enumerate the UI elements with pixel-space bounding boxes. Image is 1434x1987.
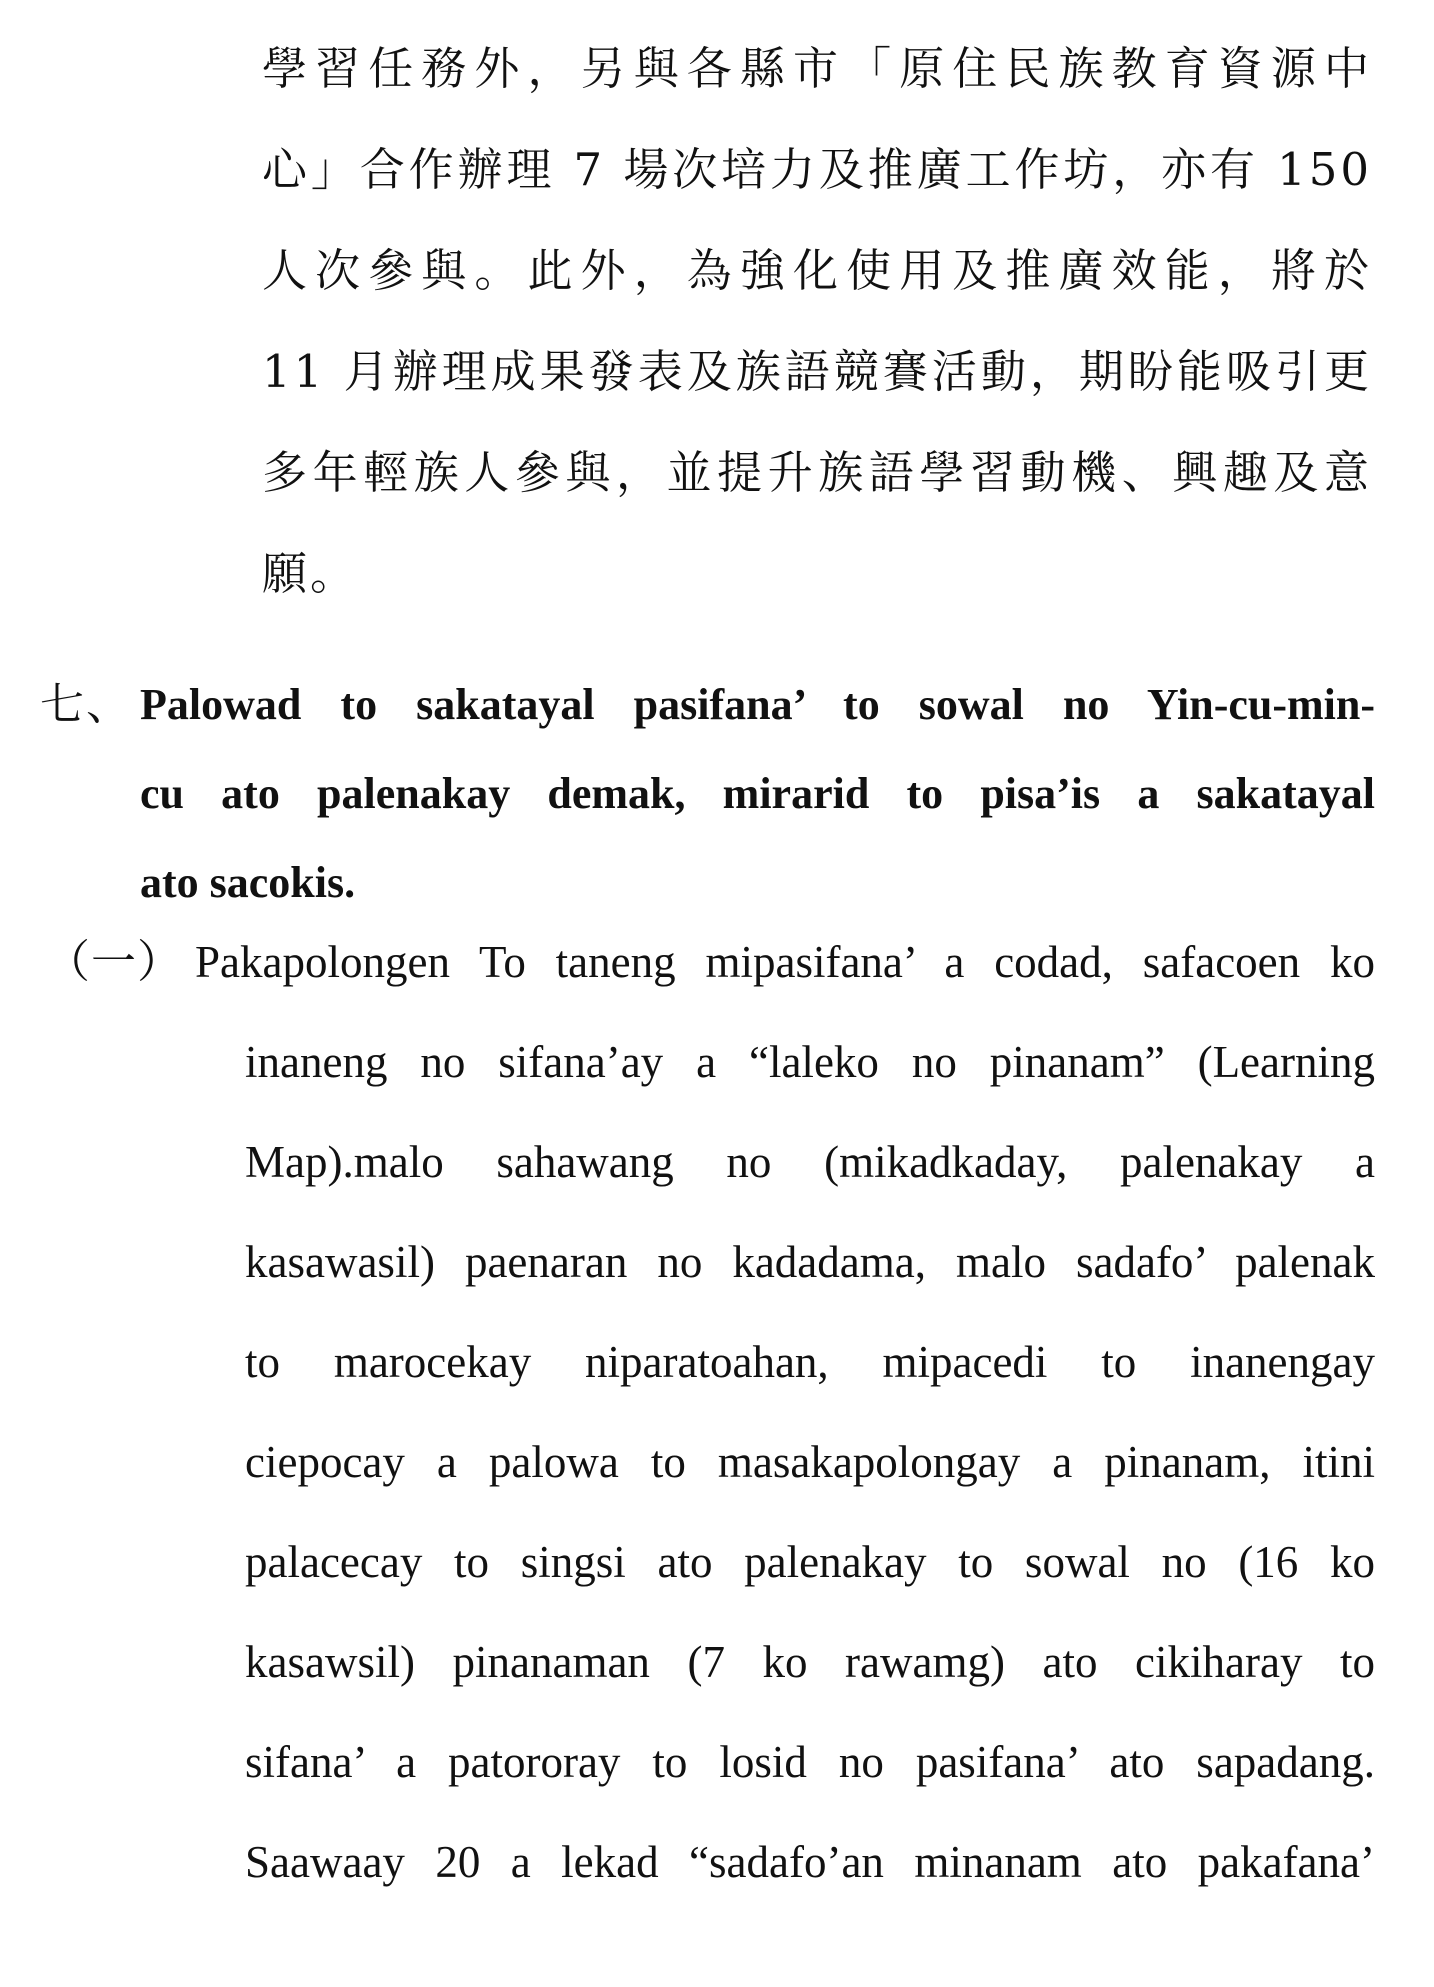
paragraph-line: 多年輕族人參與，並提升族語學習動機、興趣及意 xyxy=(262,446,1372,499)
sub-item-line: Map).malo sahawang no (mikadkaday, palenakay a xyxy=(245,1137,1375,1187)
paragraph-line: 人次參與。此外，為強化使用及推廣效能，將於 xyxy=(262,244,1372,297)
paragraph-line: 學習任務外，另與各縣市「原住民族教育資源中 xyxy=(262,42,1372,95)
paragraph-line: 願。 xyxy=(262,547,359,600)
sub-item-line: to marocekay niparatoahan, mipacedi to inanengay xyxy=(245,1337,1375,1387)
heading-line: ato sacokis. xyxy=(140,858,356,907)
sub-item-line: kasawasil) paenaran no kadadama, malo sadafo’ palenak xyxy=(245,1237,1375,1287)
sub-item-line: Saawaay 20 a lekad “sadafo’an minanam ato pakafana’ xyxy=(245,1837,1375,1887)
sub-item-line: kasawsil) pinanaman (7 ko rawamg) ato cikiharay to xyxy=(245,1637,1375,1687)
sub-item-1 xyxy=(45,912,1375,1912)
sub-item-line: sifana’ a patororay to losid no pasifana’ ato sapadang. xyxy=(245,1737,1375,1787)
sub-item-line: ciepocay a palowa to masakapolongay a pinanam, itini xyxy=(245,1437,1375,1487)
heading-line: Palowad to sakatayal pasifana’ to sowal no Yin-cu-min- xyxy=(140,680,1375,729)
sub-item-number: （一） xyxy=(45,935,184,988)
section-heading-7 xyxy=(40,660,1375,927)
continuation-paragraph xyxy=(262,18,1372,624)
paragraph-line: 心」合作辦理 7 場次培力及推廣工作坊，亦有 150 xyxy=(262,143,1372,196)
heading-line: cu ato palenakay demak, mirarid to pisa’is a sakatayal xyxy=(140,769,1375,818)
sub-item-line: palacecay to singsi ato palenakay to sowal no (16 ko xyxy=(245,1537,1375,1587)
section-heading-text xyxy=(140,660,1375,927)
sub-item-first-line: Pakapolongen To taneng mipasifana’ a codad, safacoen ko xyxy=(195,937,1375,987)
paragraph-line: 11 月辦理成果發表及族語競賽活動，期盼能吸引更 xyxy=(262,345,1372,398)
section-number: 七、 xyxy=(40,679,132,730)
sub-item-text xyxy=(195,912,1375,1912)
sub-item-line: inaneng no sifana’ay a “laleko no pinanam” (Learning xyxy=(245,1037,1375,1087)
